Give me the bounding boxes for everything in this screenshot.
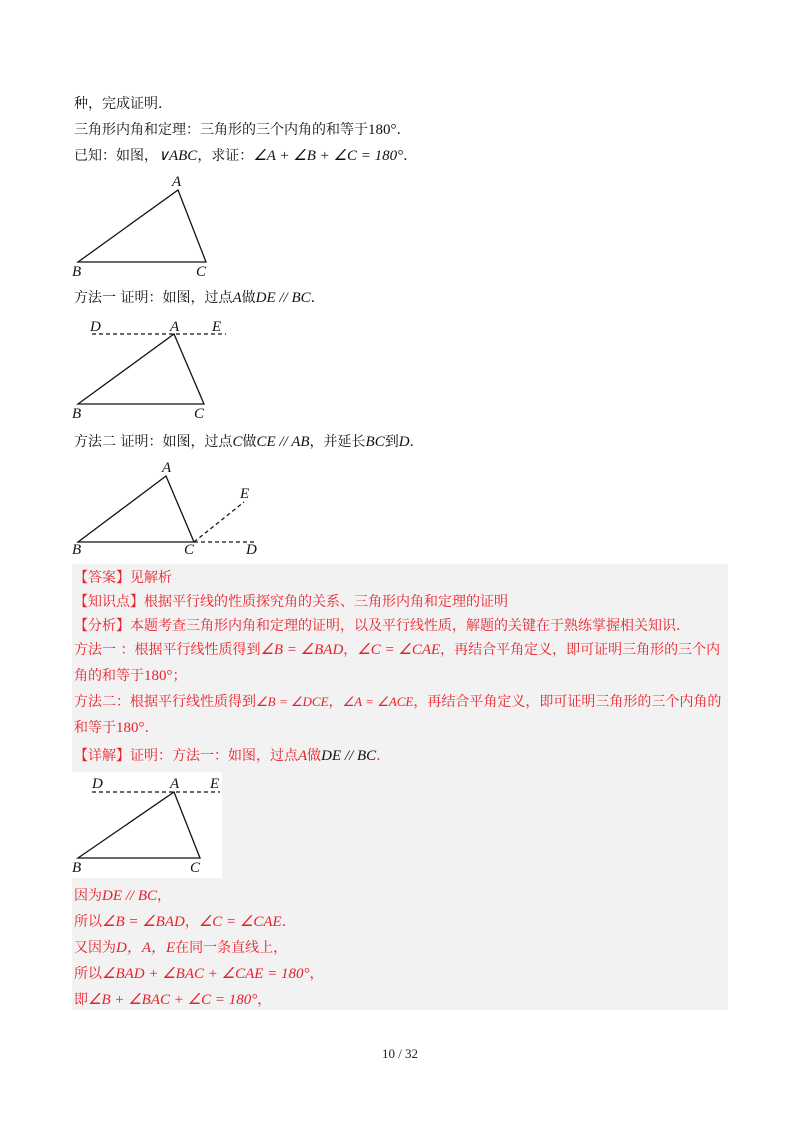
method-2-point: C <box>232 434 243 450</box>
proof-4-text: 所以 <box>74 966 102 982</box>
given-text: 已知：如图， <box>74 148 158 164</box>
proof-2-math2: ∠C = ∠CAE <box>198 914 282 930</box>
theorem-text: 三角形内角和定理：三角形的三个内角的和等于 <box>74 122 368 138</box>
detail-line <box>74 746 381 766</box>
proof-1-math: DE // BC <box>102 888 157 904</box>
detail-mid: 做 <box>307 748 322 764</box>
method-2-end: . <box>409 434 414 450</box>
prove-math: ∠A + ∠B + ∠C = 180° <box>253 148 404 164</box>
label-b: B <box>72 542 82 558</box>
analysis-line <box>74 616 680 636</box>
knowledge-tag: 【知识点】 <box>74 594 144 610</box>
analysis-text: 本题考查三角形内角和定理的证明，以及平行线性质，解题的关键在于熟练掌握相关知识. <box>130 618 681 634</box>
method-2-mid2: ，并延长 <box>309 434 366 450</box>
triangle-shape <box>78 190 206 262</box>
theorem-math: 180° <box>368 122 397 138</box>
figure-triangle-abc <box>60 170 230 282</box>
label-b: B <box>72 264 82 280</box>
label-b: B <box>72 406 82 422</box>
analysis-m2-math1: ∠B = ∠DCE <box>256 694 329 709</box>
answer-tag: 【答案】 <box>74 570 130 586</box>
label-d: D <box>90 319 101 335</box>
theorem-end: . <box>396 122 401 138</box>
proof-3-text: 又因为 <box>74 940 116 956</box>
given-mid: ，求证： <box>197 148 254 164</box>
method-2-mid3: 到 <box>384 434 399 450</box>
knowledge-line <box>74 592 508 612</box>
label-a: A <box>170 776 180 792</box>
label-c: C <box>184 542 195 558</box>
label-a: A <box>172 174 182 190</box>
proof-1-end: ， <box>157 888 171 904</box>
analysis-m1-math2: ∠C = ∠CAE <box>357 642 441 658</box>
triangle-shape <box>78 334 204 404</box>
analysis-m2-sep: ， <box>328 694 343 710</box>
method-1-line <box>74 288 315 308</box>
analysis-m2-line2-prefix: 和等于 <box>74 720 116 736</box>
label-e: E <box>210 776 220 792</box>
analysis-m2-math2: ∠A = ∠ACE <box>342 694 414 709</box>
dashed-line-ce <box>194 502 244 542</box>
label-e: E <box>212 319 222 335</box>
method-2-point2: D <box>398 434 410 450</box>
analysis-m1-line2-math: 180° <box>144 668 173 684</box>
intro-line-1 <box>74 94 162 114</box>
analysis-method-2-line-2 <box>74 718 149 738</box>
page-number: 10 / 32 <box>381 1046 419 1061</box>
method-2-line <box>74 432 414 452</box>
proof-line-5 <box>74 990 271 1010</box>
analysis-method-1-line-2 <box>74 666 187 686</box>
label-b: B <box>72 860 82 876</box>
figure-detail <box>62 774 232 882</box>
label-c: C <box>194 406 205 422</box>
method-1-mid: 做 <box>241 290 256 306</box>
proof-4-end: ， <box>309 966 324 982</box>
analysis-m2-suffix: ，再结合平角定义，即可证明三角形的三个内角的 <box>413 694 722 710</box>
method-1-text: 方法一 证明：如图，过点 <box>74 290 233 306</box>
analysis-tag: 【分析】 <box>74 618 130 634</box>
method-2-mid: 做 <box>242 434 257 450</box>
label-a: A <box>170 319 180 335</box>
analysis-m1-line2-end: ； <box>172 668 187 684</box>
method-1-math: DE // BC <box>255 290 311 306</box>
intro-line-2 <box>74 120 401 140</box>
proof-line-2 <box>74 912 286 932</box>
method-2-math: CE // AB <box>256 434 310 450</box>
detail-prefix: 证明：方法一：如图，过点 <box>130 748 298 764</box>
proof-2-text: 所以 <box>74 914 102 930</box>
analysis-method-1-line <box>74 640 720 660</box>
analysis-m1-prefix: 方法一 ：根据平行线性质得到 <box>74 642 261 658</box>
label-d: D <box>92 776 103 792</box>
label-e: E <box>240 486 250 502</box>
proof-5-end: ， <box>257 992 272 1008</box>
label-c: C <box>190 860 201 876</box>
analysis-method-2-line <box>74 692 721 712</box>
method-1-point: A <box>232 290 242 306</box>
detail-point: A <box>298 748 308 764</box>
answer-text: 见解析 <box>130 570 172 586</box>
detail-tag: 【详解】 <box>74 748 130 764</box>
triangle-shape <box>78 792 200 858</box>
proof-2-math1: ∠B = ∠BAD <box>102 914 185 930</box>
analysis-m2-line2-end: . <box>144 720 149 736</box>
method-1-end: . <box>310 290 316 306</box>
label-c: C <box>196 264 207 280</box>
label-d: D <box>246 542 257 558</box>
analysis-m2-prefix: 方法二：根据平行线性质得到 <box>74 694 256 710</box>
proof-line-3 <box>74 938 287 958</box>
proof-2-sep: ， <box>184 914 199 930</box>
intro-line-3 <box>74 146 408 166</box>
method-2-text: 方法二 证明：如图，过点 <box>74 434 233 450</box>
analysis-m1-line2-prefix: 角的和等于 <box>74 668 144 684</box>
figure-method-1 <box>60 318 240 428</box>
proof-5-math: ∠B + ∠BAC + ∠C = 180° <box>88 992 258 1008</box>
proof-1-text: 因为 <box>74 888 102 904</box>
proof-3-end: 在同一条直线上， <box>175 940 288 956</box>
label-a: A <box>162 460 172 476</box>
answer-line <box>74 568 172 588</box>
analysis-m2-line2-math: 180° <box>116 720 145 736</box>
proof-2-end: . <box>281 914 287 930</box>
detail-math: DE // BC <box>321 748 377 764</box>
intro-text-1: 种，完成证明. <box>74 96 163 112</box>
given-end: . <box>403 148 408 164</box>
proof-5-text: 即 <box>74 992 88 1008</box>
proof-line-4 <box>74 964 324 984</box>
knowledge-text: 根据平行线的性质探究角的关系、三角形内角和定理的证明 <box>144 594 508 610</box>
proof-line-1 <box>74 886 171 906</box>
detail-end: . <box>376 748 381 764</box>
proof-3-math: D，A，E <box>116 940 176 956</box>
proof-4-math: ∠BAD + ∠BAC + ∠CAE = 180° <box>102 966 310 982</box>
analysis-m1-math1: ∠B = ∠BAD <box>260 642 344 658</box>
triangle-shape <box>78 476 194 542</box>
figure-method-2 <box>60 458 280 560</box>
method-2-math2: BC <box>365 434 385 450</box>
analysis-m1-suffix: ，再结合平角定义，即可证明三角形的三个内 <box>440 642 721 658</box>
given-triangle: ∨ABC <box>158 148 198 164</box>
analysis-m1-sep: ， <box>343 642 358 658</box>
